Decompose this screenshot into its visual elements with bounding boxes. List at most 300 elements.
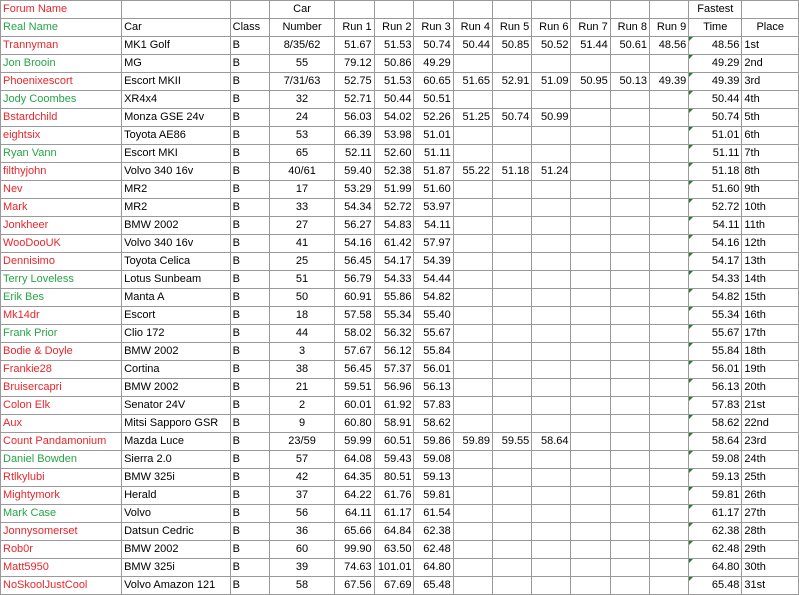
fastest-time-cell[interactable]: 57.83	[689, 397, 742, 415]
run4-cell[interactable]	[453, 199, 492, 217]
car-number-cell[interactable]: 37	[269, 487, 335, 505]
run4-header[interactable]	[453, 1, 492, 19]
run2-cell[interactable]: 61.76	[374, 487, 414, 505]
fastest-time-cell[interactable]: 65.48	[689, 577, 742, 595]
run5-cell[interactable]	[492, 361, 531, 379]
fastest-time-cell[interactable]: 61.17	[689, 505, 742, 523]
run2-cell[interactable]: 67.69	[374, 577, 414, 595]
fastest-time-cell[interactable]: 54.82	[689, 289, 742, 307]
run4-cell[interactable]	[453, 487, 492, 505]
driver-name-cell[interactable]: Rtlkylubi	[1, 469, 122, 487]
place-cell[interactable]: 9th	[742, 181, 799, 199]
run9-cell[interactable]	[649, 199, 688, 217]
car-number-cell[interactable]: 50	[269, 289, 335, 307]
driver-name-cell[interactable]: Daniel Bowden	[1, 451, 122, 469]
run5-cell[interactable]: 50.85	[492, 37, 531, 55]
car-cell[interactable]: BMW 2002	[122, 379, 231, 397]
run7-cell[interactable]	[571, 145, 610, 163]
run3-cell[interactable]: 59.86	[414, 433, 453, 451]
place-cell[interactable]: 28th	[742, 523, 799, 541]
run1-cell[interactable]: 74.63	[335, 559, 374, 577]
run5-cell[interactable]	[492, 91, 531, 109]
car-number-cell[interactable]: 18	[269, 307, 335, 325]
class-cell[interactable]: B	[230, 145, 269, 163]
run9-cell[interactable]	[649, 91, 688, 109]
fastest-time-cell[interactable]: 58.62	[689, 415, 742, 433]
run1-cell[interactable]: 64.08	[335, 451, 374, 469]
place-cell[interactable]: 6th	[742, 127, 799, 145]
run4-cell[interactable]	[453, 145, 492, 163]
run3-cell[interactable]: 56.01	[414, 361, 453, 379]
car-cell[interactable]: BMW 325i	[122, 559, 231, 577]
class-header[interactable]	[230, 1, 269, 19]
run8-cell[interactable]	[610, 361, 649, 379]
run2-header[interactable]	[374, 1, 414, 19]
run7-cell[interactable]	[571, 325, 610, 343]
run3-cell[interactable]: 59.81	[414, 487, 453, 505]
fastest-time-cell[interactable]: 55.84	[689, 343, 742, 361]
car-number-cell[interactable]: 7/31/63	[269, 73, 335, 91]
place-cell[interactable]: 15th	[742, 289, 799, 307]
run8-cell[interactable]	[610, 379, 649, 397]
run6-cell[interactable]	[532, 235, 571, 253]
run6-cell[interactable]	[532, 181, 571, 199]
run1-cell[interactable]: 60.01	[335, 397, 374, 415]
car-cell[interactable]: Toyota AE86	[122, 127, 231, 145]
run4-cell[interactable]	[453, 451, 492, 469]
run8-cell[interactable]: 50.61	[610, 37, 649, 55]
run1-cell[interactable]: 60.91	[335, 289, 374, 307]
run3-cell[interactable]: 57.97	[414, 235, 453, 253]
car-number-cell[interactable]: 33	[269, 199, 335, 217]
place-cell[interactable]: 12th	[742, 235, 799, 253]
run6-cell[interactable]	[532, 289, 571, 307]
run5-cell[interactable]	[492, 397, 531, 415]
run6-cell[interactable]	[532, 127, 571, 145]
run2-cell[interactable]: 58.91	[374, 415, 414, 433]
run6-cell[interactable]	[532, 271, 571, 289]
place-cell[interactable]: 30th	[742, 559, 799, 577]
class-cell[interactable]: B	[230, 577, 269, 595]
place-cell[interactable]: 16th	[742, 307, 799, 325]
run1-cell[interactable]: 64.22	[335, 487, 374, 505]
run7-header[interactable]: Run 7	[571, 19, 610, 37]
place-cell[interactable]: 31st	[742, 577, 799, 595]
run2-cell[interactable]: 56.96	[374, 379, 414, 397]
run2-cell[interactable]: 53.98	[374, 127, 414, 145]
class-cell[interactable]: B	[230, 379, 269, 397]
class-cell[interactable]: B	[230, 325, 269, 343]
car-cell[interactable]: XR4x4	[122, 91, 231, 109]
run7-cell[interactable]	[571, 559, 610, 577]
run4-cell[interactable]	[453, 361, 492, 379]
car-cell[interactable]: Herald	[122, 487, 231, 505]
car-number-cell[interactable]: 60	[269, 541, 335, 559]
fastest-time-cell[interactable]: 59.13	[689, 469, 742, 487]
run3-cell[interactable]: 49.29	[414, 55, 453, 73]
run5-cell[interactable]	[492, 271, 531, 289]
run6-cell[interactable]	[532, 505, 571, 523]
run2-cell[interactable]: 80.51	[374, 469, 414, 487]
run9-cell[interactable]	[649, 433, 688, 451]
car-cell[interactable]: Lotus Sunbeam	[122, 271, 231, 289]
run1-cell[interactable]: 59.51	[335, 379, 374, 397]
place-cell[interactable]: 29th	[742, 541, 799, 559]
run8-cell[interactable]	[610, 235, 649, 253]
class-cell[interactable]: B	[230, 559, 269, 577]
run1-header[interactable]: Run 1	[335, 19, 374, 37]
run1-cell[interactable]: 56.03	[335, 109, 374, 127]
run6-header[interactable]	[532, 1, 571, 19]
fastest-time-cell[interactable]: 54.33	[689, 271, 742, 289]
run6-cell[interactable]	[532, 523, 571, 541]
car-header[interactable]: Car	[122, 19, 231, 37]
run1-cell[interactable]: 52.71	[335, 91, 374, 109]
car-number-cell[interactable]: 44	[269, 325, 335, 343]
car-cell[interactable]: Volvo 340 16v	[122, 235, 231, 253]
run1-header[interactable]	[335, 1, 374, 19]
driver-name-cell[interactable]: Mark	[1, 199, 122, 217]
run5-cell[interactable]	[492, 253, 531, 271]
run8-cell[interactable]	[610, 451, 649, 469]
run2-cell[interactable]: 51.99	[374, 181, 414, 199]
run4-cell[interactable]	[453, 181, 492, 199]
car-number-cell[interactable]: 51	[269, 271, 335, 289]
place-cell[interactable]: 2nd	[742, 55, 799, 73]
car-number-cell[interactable]: 21	[269, 379, 335, 397]
run1-cell[interactable]: 56.45	[335, 253, 374, 271]
car-number-cell[interactable]: 8/35/62	[269, 37, 335, 55]
car-cell[interactable]: BMW 2002	[122, 343, 231, 361]
run3-cell[interactable]: 52.26	[414, 109, 453, 127]
run4-cell[interactable]	[453, 505, 492, 523]
class-cell[interactable]: B	[230, 523, 269, 541]
run6-cell[interactable]	[532, 253, 571, 271]
run8-cell[interactable]	[610, 343, 649, 361]
car-cell[interactable]: Mazda Luce	[122, 433, 231, 451]
run6-cell[interactable]	[532, 217, 571, 235]
place-cell[interactable]: 13th	[742, 253, 799, 271]
run4-cell[interactable]	[453, 289, 492, 307]
run8-cell[interactable]	[610, 127, 649, 145]
run3-header[interactable]: Run 3	[414, 19, 453, 37]
run9-cell[interactable]	[649, 109, 688, 127]
run4-cell[interactable]: 51.65	[453, 73, 492, 91]
run2-cell[interactable]: 55.86	[374, 289, 414, 307]
run5-cell[interactable]	[492, 145, 531, 163]
run6-cell[interactable]	[532, 307, 571, 325]
run1-cell[interactable]: 59.40	[335, 163, 374, 181]
class-cell[interactable]: B	[230, 505, 269, 523]
car-number-cell[interactable]: 32	[269, 91, 335, 109]
run2-cell[interactable]: 61.42	[374, 235, 414, 253]
run8-cell[interactable]	[610, 145, 649, 163]
run6-cell[interactable]: 50.52	[532, 37, 571, 55]
run2-cell[interactable]: 54.02	[374, 109, 414, 127]
run3-cell[interactable]: 51.11	[414, 145, 453, 163]
run4-cell[interactable]	[453, 559, 492, 577]
car-number-header[interactable]: Car	[269, 1, 335, 19]
driver-name-cell[interactable]: Ryan Vann	[1, 145, 122, 163]
fastest-time-cell[interactable]: 54.11	[689, 217, 742, 235]
run2-cell[interactable]: 64.84	[374, 523, 414, 541]
run2-cell[interactable]: 50.44	[374, 91, 414, 109]
run9-cell[interactable]	[649, 523, 688, 541]
car-number-cell[interactable]: 27	[269, 217, 335, 235]
run5-cell[interactable]	[492, 577, 531, 595]
driver-name-cell[interactable]: Rob0r	[1, 541, 122, 559]
run2-cell[interactable]: 51.53	[374, 37, 414, 55]
driver-name-cell[interactable]: Matt5950	[1, 559, 122, 577]
run7-cell[interactable]	[571, 433, 610, 451]
car-number-cell[interactable]: 65	[269, 145, 335, 163]
run3-cell[interactable]: 56.13	[414, 379, 453, 397]
run9-cell[interactable]	[649, 307, 688, 325]
car-number-cell[interactable]: 23/59	[269, 433, 335, 451]
place-cell[interactable]: 11th	[742, 217, 799, 235]
run7-cell[interactable]: 51.44	[571, 37, 610, 55]
run1-cell[interactable]: 67.56	[335, 577, 374, 595]
car-cell[interactable]: MR2	[122, 199, 231, 217]
car-cell[interactable]: Cortina	[122, 361, 231, 379]
driver-name-cell[interactable]: Mark Case	[1, 505, 122, 523]
run1-cell[interactable]: 51.67	[335, 37, 374, 55]
place-cell[interactable]: 25th	[742, 469, 799, 487]
run9-cell[interactable]	[649, 559, 688, 577]
class-cell[interactable]: B	[230, 253, 269, 271]
run6-cell[interactable]	[532, 199, 571, 217]
car-cell[interactable]: Toyota Celica	[122, 253, 231, 271]
driver-name-cell[interactable]: WooDooUK	[1, 235, 122, 253]
fastest-time-cell[interactable]: 58.64	[689, 433, 742, 451]
fastest-time-cell[interactable]: 55.67	[689, 325, 742, 343]
fastest-time-cell[interactable]: 62.38	[689, 523, 742, 541]
run9-cell[interactable]	[649, 271, 688, 289]
run9-cell[interactable]	[649, 217, 688, 235]
place-cell[interactable]: 24th	[742, 451, 799, 469]
run7-cell[interactable]	[571, 415, 610, 433]
run7-cell[interactable]	[571, 487, 610, 505]
class-cell[interactable]: B	[230, 541, 269, 559]
run5-cell[interactable]	[492, 541, 531, 559]
fastest-time-cell[interactable]: 50.74	[689, 109, 742, 127]
run8-cell[interactable]	[610, 415, 649, 433]
run7-cell[interactable]	[571, 253, 610, 271]
class-cell[interactable]: B	[230, 289, 269, 307]
run9-header[interactable]	[649, 1, 688, 19]
run5-cell[interactable]	[492, 559, 531, 577]
run6-header[interactable]: Run 6	[532, 19, 571, 37]
car-cell[interactable]: Sierra 2.0	[122, 451, 231, 469]
run6-cell[interactable]	[532, 379, 571, 397]
run3-cell[interactable]: 59.08	[414, 451, 453, 469]
place-cell[interactable]: 21st	[742, 397, 799, 415]
class-cell[interactable]: B	[230, 55, 269, 73]
fastest-time-cell[interactable]: 51.60	[689, 181, 742, 199]
class-cell[interactable]: B	[230, 181, 269, 199]
run4-cell[interactable]: 55.22	[453, 163, 492, 181]
fastest-time-header[interactable]: Fastest	[689, 1, 742, 19]
fastest-time-cell[interactable]: 48.56	[689, 37, 742, 55]
car-cell[interactable]: BMW 325i	[122, 469, 231, 487]
forum-name-header[interactable]: Forum Name	[1, 1, 122, 19]
fastest-time-cell[interactable]: 51.01	[689, 127, 742, 145]
run1-cell[interactable]: 53.29	[335, 181, 374, 199]
run7-cell[interactable]	[571, 505, 610, 523]
car-number-cell[interactable]: 3	[269, 343, 335, 361]
run2-cell[interactable]: 54.33	[374, 271, 414, 289]
driver-name-cell[interactable]: Jody Coombes	[1, 91, 122, 109]
run2-cell[interactable]: 101.01	[374, 559, 414, 577]
run9-cell[interactable]	[649, 469, 688, 487]
car-number-cell[interactable]: 39	[269, 559, 335, 577]
run1-cell[interactable]: 57.67	[335, 343, 374, 361]
run3-cell[interactable]: 55.67	[414, 325, 453, 343]
run7-cell[interactable]	[571, 523, 610, 541]
run5-cell[interactable]	[492, 469, 531, 487]
class-cell[interactable]: B	[230, 73, 269, 91]
car-cell[interactable]: Volvo Amazon 121	[122, 577, 231, 595]
forum-name-header[interactable]: Real Name	[1, 19, 122, 37]
run5-cell[interactable]	[492, 379, 531, 397]
run8-header[interactable]	[610, 1, 649, 19]
run9-cell[interactable]	[649, 253, 688, 271]
car-cell[interactable]: Volvo 340 16v	[122, 163, 231, 181]
run4-cell[interactable]: 51.25	[453, 109, 492, 127]
run2-cell[interactable]: 50.86	[374, 55, 414, 73]
fastest-time-cell[interactable]: 50.44	[689, 91, 742, 109]
run5-cell[interactable]	[492, 181, 531, 199]
run7-cell[interactable]	[571, 379, 610, 397]
run3-cell[interactable]: 62.48	[414, 541, 453, 559]
driver-name-cell[interactable]: Bodie & Doyle	[1, 343, 122, 361]
run8-cell[interactable]	[610, 469, 649, 487]
run1-cell[interactable]: 52.75	[335, 73, 374, 91]
run9-cell[interactable]	[649, 127, 688, 145]
car-cell[interactable]: Clio 172	[122, 325, 231, 343]
driver-name-cell[interactable]: eightsix	[1, 127, 122, 145]
run3-cell[interactable]: 65.48	[414, 577, 453, 595]
driver-name-cell[interactable]: filthyjohn	[1, 163, 122, 181]
driver-name-cell[interactable]: Frank Prior	[1, 325, 122, 343]
run5-cell[interactable]	[492, 307, 531, 325]
class-cell[interactable]: B	[230, 433, 269, 451]
run5-cell[interactable]: 59.55	[492, 433, 531, 451]
run1-cell[interactable]: 56.27	[335, 217, 374, 235]
run5-cell[interactable]	[492, 325, 531, 343]
run3-cell[interactable]: 54.44	[414, 271, 453, 289]
run1-cell[interactable]: 64.35	[335, 469, 374, 487]
run5-cell[interactable]	[492, 217, 531, 235]
run7-cell[interactable]	[571, 361, 610, 379]
run6-cell[interactable]	[532, 469, 571, 487]
place-cell[interactable]: 1st	[742, 37, 799, 55]
class-cell[interactable]: B	[230, 361, 269, 379]
run3-cell[interactable]: 50.74	[414, 37, 453, 55]
run8-cell[interactable]	[610, 397, 649, 415]
run3-cell[interactable]: 55.84	[414, 343, 453, 361]
run7-cell[interactable]	[571, 577, 610, 595]
run8-header[interactable]: Run 8	[610, 19, 649, 37]
car-cell[interactable]: Volvo	[122, 505, 231, 523]
run6-cell[interactable]: 50.99	[532, 109, 571, 127]
run7-cell[interactable]	[571, 451, 610, 469]
class-cell[interactable]: B	[230, 37, 269, 55]
car-number-cell[interactable]: 42	[269, 469, 335, 487]
run2-cell[interactable]: 56.12	[374, 343, 414, 361]
run4-cell[interactable]	[453, 523, 492, 541]
place-cell[interactable]: 5th	[742, 109, 799, 127]
run4-cell[interactable]	[453, 271, 492, 289]
place-cell[interactable]: 26th	[742, 487, 799, 505]
fastest-time-cell[interactable]: 55.34	[689, 307, 742, 325]
fastest-time-cell[interactable]: 56.13	[689, 379, 742, 397]
run5-cell[interactable]: 52.91	[492, 73, 531, 91]
class-cell[interactable]: B	[230, 235, 269, 253]
run8-cell[interactable]	[610, 91, 649, 109]
run2-cell[interactable]: 60.51	[374, 433, 414, 451]
class-cell[interactable]: B	[230, 271, 269, 289]
driver-name-cell[interactable]: Jon Brooin	[1, 55, 122, 73]
run7-cell[interactable]	[571, 55, 610, 73]
class-cell[interactable]: B	[230, 397, 269, 415]
car-number-cell[interactable]: 41	[269, 235, 335, 253]
driver-name-cell[interactable]: Bruisercapri	[1, 379, 122, 397]
run6-cell[interactable]	[532, 559, 571, 577]
car-number-cell[interactable]: 40/61	[269, 163, 335, 181]
car-cell[interactable]: MR2	[122, 181, 231, 199]
run5-cell[interactable]	[492, 343, 531, 361]
fastest-time-cell[interactable]: 52.72	[689, 199, 742, 217]
driver-name-cell[interactable]: NoSkoolJustCool	[1, 577, 122, 595]
run6-cell[interactable]	[532, 487, 571, 505]
fastest-time-cell[interactable]: 56.01	[689, 361, 742, 379]
run8-cell[interactable]	[610, 289, 649, 307]
run7-cell[interactable]	[571, 469, 610, 487]
class-cell[interactable]: B	[230, 343, 269, 361]
run3-cell[interactable]: 61.54	[414, 505, 453, 523]
run2-cell[interactable]: 56.32	[374, 325, 414, 343]
run9-cell[interactable]	[649, 397, 688, 415]
run3-cell[interactable]: 55.40	[414, 307, 453, 325]
run5-header[interactable]: Run 5	[492, 19, 531, 37]
run7-cell[interactable]	[571, 271, 610, 289]
car-header[interactable]	[122, 1, 231, 19]
run8-cell[interactable]	[610, 577, 649, 595]
run8-cell[interactable]: 50.13	[610, 73, 649, 91]
run9-cell[interactable]: 49.39	[649, 73, 688, 91]
run4-cell[interactable]	[453, 307, 492, 325]
run7-cell[interactable]	[571, 181, 610, 199]
class-cell[interactable]: B	[230, 487, 269, 505]
run4-cell[interactable]	[453, 235, 492, 253]
run9-cell[interactable]	[649, 541, 688, 559]
place-cell[interactable]: 17th	[742, 325, 799, 343]
run6-cell[interactable]	[532, 343, 571, 361]
place-cell[interactable]: 22nd	[742, 415, 799, 433]
place-cell[interactable]: 14th	[742, 271, 799, 289]
run1-cell[interactable]: 66.39	[335, 127, 374, 145]
run8-cell[interactable]	[610, 559, 649, 577]
run9-header[interactable]: Run 9	[649, 19, 688, 37]
run8-cell[interactable]	[610, 487, 649, 505]
run8-cell[interactable]	[610, 181, 649, 199]
run3-cell[interactable]: 54.11	[414, 217, 453, 235]
run2-cell[interactable]: 59.43	[374, 451, 414, 469]
place-cell[interactable]: 27th	[742, 505, 799, 523]
class-cell[interactable]: B	[230, 109, 269, 127]
run3-cell[interactable]: 62.38	[414, 523, 453, 541]
